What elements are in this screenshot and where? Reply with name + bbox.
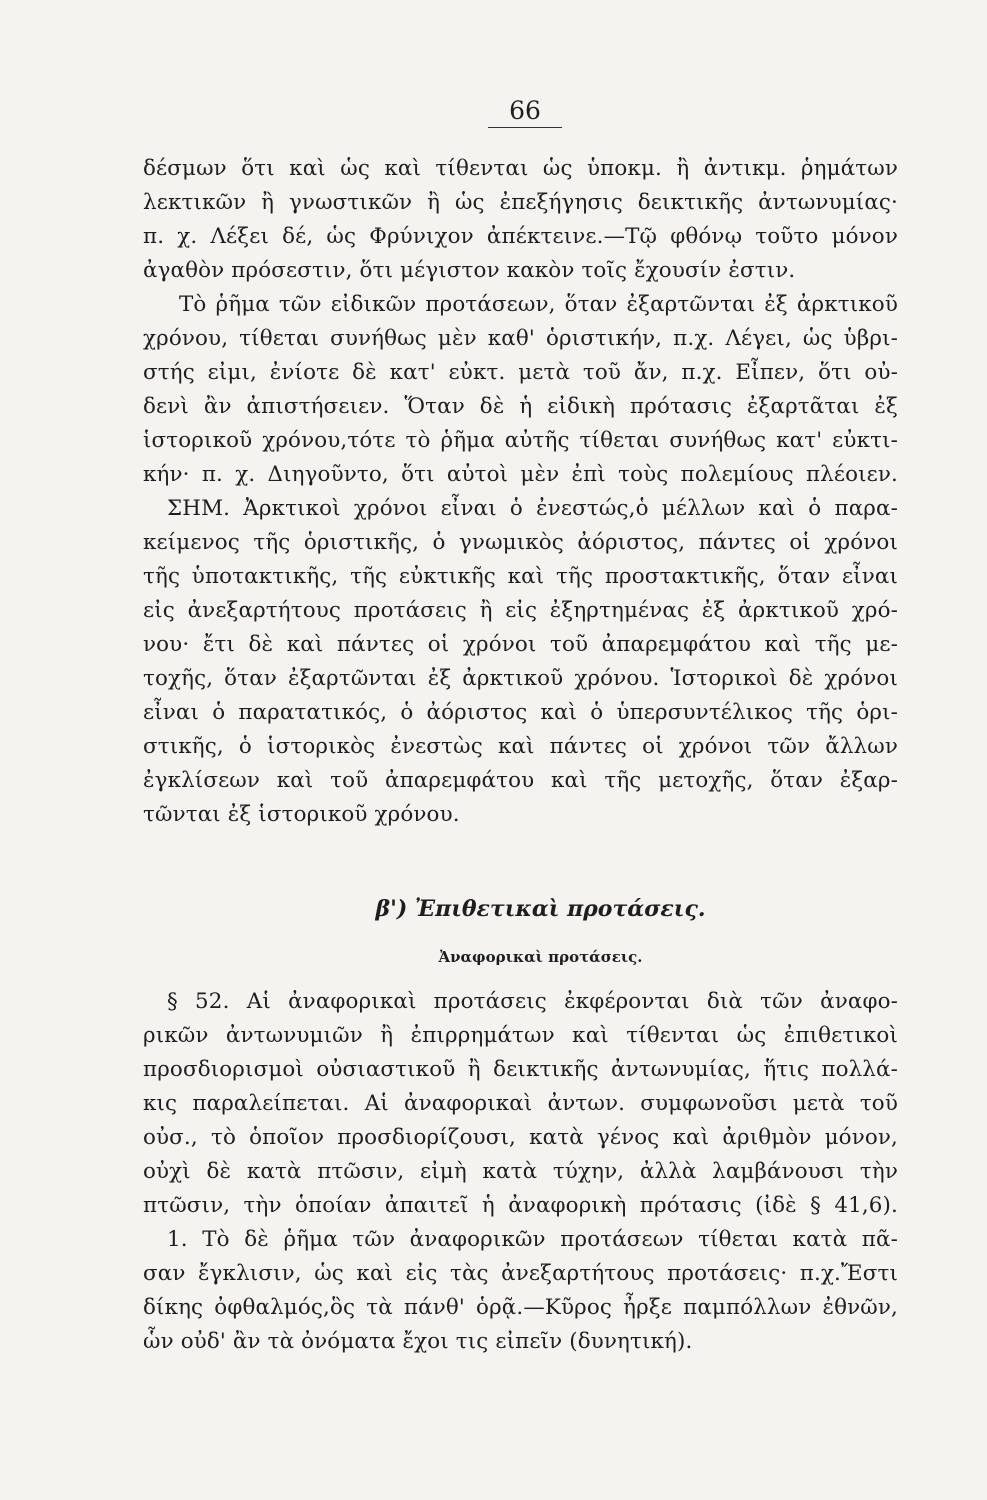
text-line: οὐχὶ δὲ κατὰ πτῶσιν, εἰμὴ κατὰ τύχην, ἀλλὰ λαμβάνουσι τὴν xyxy=(143,1159,898,1184)
text-line: π. χ. Λέξει δέ, ὡς Φρύνιχον ἀπέκτεινε.—Τῷ φθόνῳ τοῦτο μόνον xyxy=(143,224,898,249)
text-line: πτῶσιν, τὴν ὁποίαν ἀπαιτεῖ ἡ ἀναφορικὴ πρότασις (ἰδὲ § 41,6). xyxy=(143,1193,898,1218)
subsection-heading: Ἀναφορικαὶ προτάσεις. xyxy=(438,948,643,966)
text-line: ΣΗΜ. Ἀρκτικοὶ χρόνοι εἶναι ὁ ἐνεστώς,ὁ μέλλων καὶ ὁ παρα- xyxy=(167,496,898,521)
text-line: τῶνται ἐξ ἱστορικοῦ χρόνου. xyxy=(143,802,460,827)
text-line: στικῆς, ὁ ἱστορικὸς ἐνεστὼς καὶ πάντες οἱ χρόνοι τῶν ἄλλων xyxy=(143,734,898,759)
text-line: ἱστορικοῦ χρόνου,τότε τὸ ῥῆμα αὐτῆς τίθεται συνήθως κατ' εὐκτι- xyxy=(143,428,898,453)
text-line: κις παραλείπεται. Αἱ ἀναφορικαὶ ἀντων. συμφωνοῦσι μετὰ τοῦ xyxy=(143,1091,898,1116)
text-line: τοχῆς, ὅταν ἐξαρτῶνται ἐξ ἀρκτικοῦ χρόνου. Ἱστορικοὶ δὲ χρόνοι xyxy=(143,666,898,691)
text-line: Τὸ ῥῆμα τῶν εἰδικῶν προτάσεων, ὅταν ἐξαρτῶνται ἐξ ἀρκτικοῦ xyxy=(179,292,898,317)
text-line: οὐσ., τὸ ὁποῖον προσδιορίζουσι, κατὰ γένος καὶ ἀριθμὸν μόνον, xyxy=(143,1125,898,1150)
text-line: ἐγκλίσεων καὶ τοῦ ἀπαρεμφάτου καὶ τῆς μετοχῆς, ὅταν ἐξαρ- xyxy=(143,768,898,793)
text-line: δενὶ ἂν ἀπιστήσειεν. Ὅταν δὲ ἡ εἰδικὴ πρότασις ἐξαρτᾶται ἐξ xyxy=(143,394,898,419)
text-block-1 xyxy=(143,152,898,832)
text-line: § 52. Αἱ ἀναφορικαὶ προτάσεις ἐκφέρονται διὰ τῶν ἀναφο- xyxy=(167,989,898,1014)
text-line: εἶναι ὁ παρατατικός, ὁ ἀόριστος καὶ ὁ ὑπερσυντέλικος τῆς ὁρι- xyxy=(143,700,898,725)
text-line: ὧν οὐδ' ἂν τὰ ὀνόματα ἔχοι τις εἰπεῖν (δυνητική). xyxy=(143,1329,693,1354)
text-line: προσδιορισμοὶ οὐσιαστικοῦ ἢ δεικτικῆς ἀντωνυμίας, ἥτις πολλά- xyxy=(143,1057,898,1082)
page-number: 66 xyxy=(488,96,562,128)
text-line: τῆς ὑποτακτικῆς, τῆς εὐκτικῆς καὶ τῆς προστακτικῆς, ὅταν εἶναι xyxy=(143,564,898,589)
text-line: κείμενος τῆς ὁριστικῆς, ὁ γνωμικὸς ἀόριστος, πάντες οἱ χρόνοι xyxy=(143,530,898,555)
section-heading: β') Ἐπιθετικαὶ προτάσεις. xyxy=(375,896,706,922)
text-line: νου· ἔτι δὲ καὶ πάντες οἱ χρόνοι τοῦ ἀπαρεμφάτου καὶ τῆς με- xyxy=(143,632,898,657)
text-line: δίκης ὀφθαλμός,ὃς τὰ πάνθ' ὁρᾷ.—Κῦρος ἦρξε παμπόλλων ἐθνῶν, xyxy=(143,1295,898,1320)
text-block-2 xyxy=(143,985,898,1359)
text-line: δέσμων ὅτι καὶ ὡς καὶ τίθενται ὡς ὑποκμ. ἢ ἀντικμ. ῥημάτων xyxy=(143,156,898,181)
text-line: 1. Τὸ δὲ ῥῆμα τῶν ἀναφορικῶν προτάσεων τίθεται κατὰ πᾶ- xyxy=(167,1227,898,1252)
text-line: ἀγαθὸν πρόσεστιν, ὅτι μέγιστον κακὸν τοῖς ἔχουσίν ἐστιν. xyxy=(143,258,796,283)
text-line: στής εἰμι, ἐνίοτε δὲ κατ' εὐκτ. μετὰ τοῦ ἄν, π.χ. Εἶπεν, ὅτι οὐ- xyxy=(143,360,898,385)
text-line: χρόνου, τίθεται συνήθως μὲν καθ' ὁριστικήν, π.χ. Λέγει, ὡς ὑβρι- xyxy=(143,326,898,351)
text-line: ρικῶν ἀντωνυμιῶν ἢ ἐπιρρημάτων καὶ τίθενται ὡς ἐπιθετικοὶ xyxy=(143,1023,898,1048)
text-line: κήν· π. χ. Διηγοῦντο, ὅτι αὐτοὶ μὲν ἐπὶ τοὺς πολεμίους πλέοιεν. xyxy=(143,462,898,487)
text-line: λεκτικῶν ἢ γνωστικῶν ἢ ὡς ἐπεξήγησις δεικτικῆς ἀντωνυμίας· xyxy=(143,190,898,215)
text-line: εἰς ἀνεξαρτήτους προτάσεις ἢ εἰς ἐξηρτημένας ἐξ ἀρκτικοῦ χρό- xyxy=(143,598,898,623)
text-line: σαν ἔγκλισιν, ὡς καὶ εἰς τὰς ἀνεξαρτήτους προτάσεις· π.χ.Ἔστι xyxy=(143,1261,898,1286)
